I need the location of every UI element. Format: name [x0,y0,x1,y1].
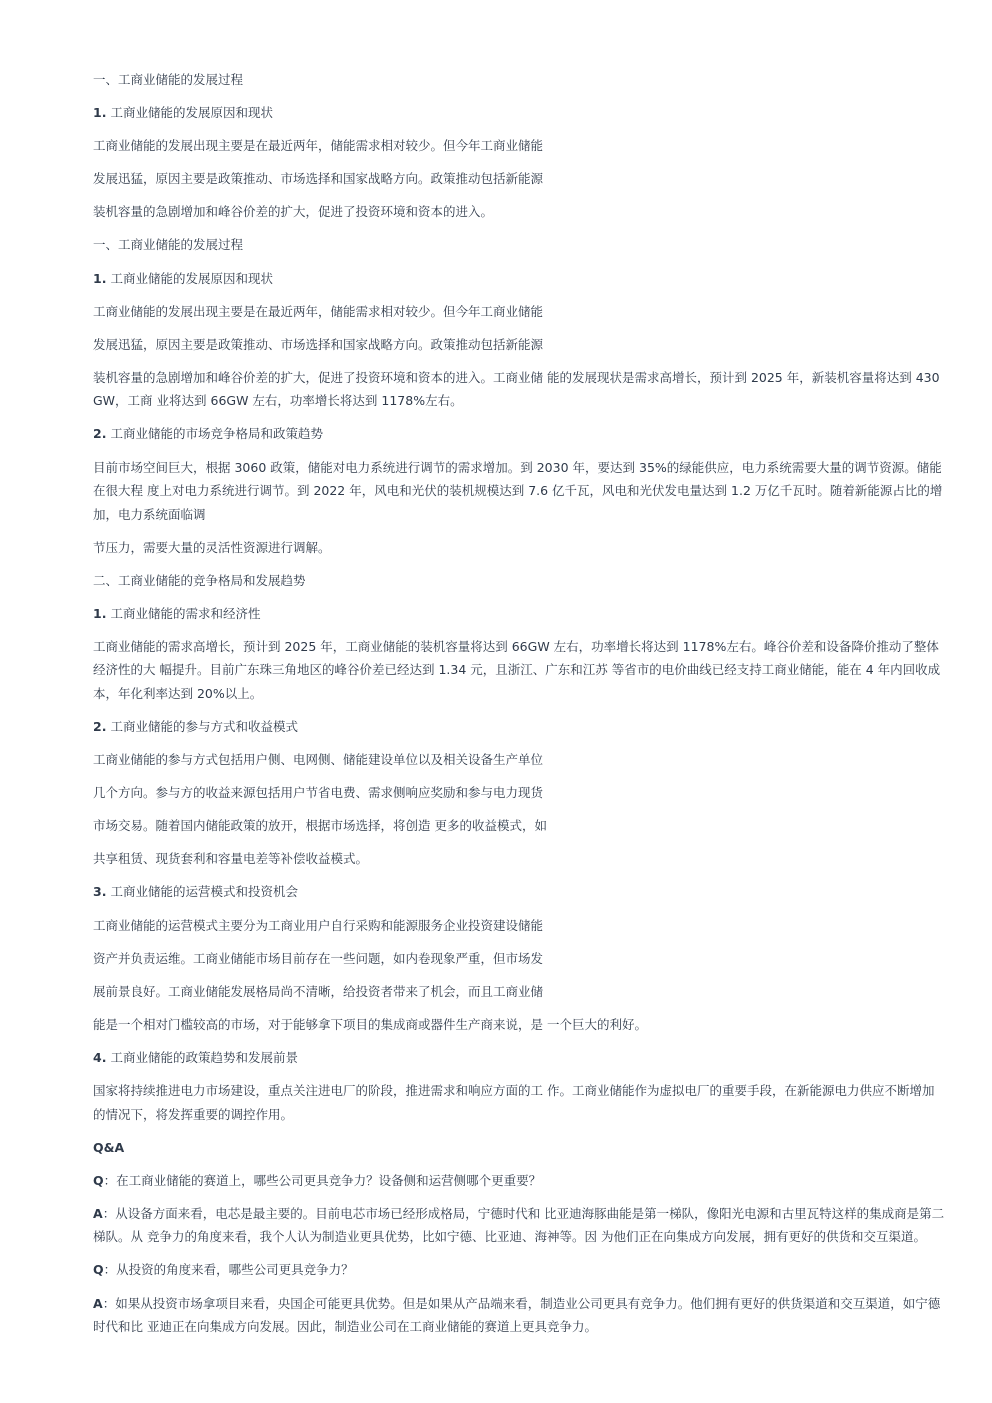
section-title: 工商业储能的发展原因和现状 [110,105,273,121]
section-title: 工商业储能的参与方式和收益模式 [110,719,298,734]
answer-paragraph [93,1202,945,1249]
body-paragraph: 共享租赁、现货套利和容量电差等补偿收益模式。 [93,851,369,867]
section-title: 工商业储能的发展原因和现状 [110,270,273,286]
body-paragraph: 工商业储能的发展出现主要是在最近两年，储能需求相对较少。但今年工商业储能 [93,303,544,319]
section-number: 4. [93,1049,107,1065]
qa-text: ：如果从投资市场拿项目来看，央国企可能更具优势。但是如果从产品端来看，制造业公司更具有竞争力。他们拥有更好的供货渠道和交互渠道，如宁德时代和比 亚迪正在向集成方向发展。因此，制造业公司在工商业储能的赛道上更具竞争力。 [93,1295,941,1334]
body-paragraph: 工商业储能的运营模式主要分为工商业用户自行采购和能源服务企业投资建设储能 [93,917,544,933]
body-paragraph: 工商业储能的需求高增长，预计到 2025 年，工商业储能的装机容量将达到 66GW 左右，功率增长将达到 1178%左右。峰谷价差和设备降价推动了整体经济性的大 幅提升。目前广东珠三角地区的峰谷价差已经达到 1.34 元，且浙江、广东和江苏 等省市的电价曲线已经支持工商业储能，能在 4 年内回收成本，年化利率达到 20%以上。 [93,638,941,701]
section-number: 1. [93,270,107,286]
question-paragraph [93,1169,945,1193]
qa-heading: Q&A [93,1139,125,1155]
section-heading [93,422,613,446]
body-paragraph: 装机容量的急剧增加和峰谷价差的扩大，促进了投资环境和资本的进入。工商业储 能的发展现状是需求高增长，预计到 2025 年，新装机容量将达到 430GW，工商 业将达到 66GW 左右，功率增长将达到 1178%左右。 [93,369,940,409]
section-title: 工商业储能的运营模式和投资机会 [110,884,298,900]
body-paragraph: 节压力，需要大量的灵活性资源进行调解。 [93,539,331,555]
body-paragraph: 一、工商业储能的发展过程 [93,72,244,87]
body-paragraph: 工商业储能的参与方式包括用户侧、电网侧、储能建设单位以及相关设备生产单位 [93,752,544,768]
body-paragraph: 市场交易。随着国内储能政策的放开，根据市场选择，将创造 更多的收益模式，如 [93,818,547,834]
qa-text: ：从投资的角度来看，哪些公司更具竞争力？ [103,1262,354,1278]
section-title: 工商业储能的政策趋势和发展前景 [110,1049,298,1065]
body-paragraph: 国家将持续推进电力市场建设，重点关注进电厂的阶段，推进需求和响应方面的工 作。工商业储能作为虚拟电厂的重要手段，在新能源电力供应不断增加的情况下，将发挥重要的调控作用。 [93,1083,935,1122]
qa-text: ：在工商业储能的赛道上，哪些公司更具竞争力？设备侧和运营侧哪个更重要？ [103,1172,542,1188]
section-heading [93,715,613,739]
body-paragraph: 工商业储能的发展出现主要是在最近两年，储能需求相对较少。但今年工商业储能 [93,138,544,154]
qa-prefix: Q [93,1262,104,1278]
section-heading [93,602,613,626]
section-heading [93,267,613,291]
section-number: 1. [93,105,107,121]
section-number: 1. [93,605,107,621]
qa-prefix: A [93,1205,103,1221]
body-paragraph: 资产并负责运维。工商业储能市场目前存在一些问题，如内卷现象严重，但市场发 [93,950,544,966]
section-heading [93,880,613,904]
body-paragraph: 几个方向。参与方的收益来源包括用户节省电费、需求侧响应奖励和参与电力现货 [93,785,544,801]
body-paragraph: 二、工商业储能的竞争格局和发展趋势 [93,572,306,588]
answer-paragraph [93,1292,945,1339]
section-number: 3. [93,884,107,900]
qa-text: ：从设备方面来看，电芯是最主要的。目前电芯市场已经形成格局，宁德时代和 比亚迪海豚曲能是第一梯队，像阳光电源和古里瓦特这样的集成商是第二梯队。从 竞争力的角度来看，我个人认为制造业更具优势，比如宁德、比亚迪、海神等。因 为他们正在向集成方向发展，拥有更好的供货和交互渠道。 [93,1205,945,1245]
body-paragraph: 发展迅猛，原因主要是政策推动、市场选择和国家战略方向。政策推动包括新能源 [93,171,544,187]
body-paragraph: 一、工商业储能的发展过程 [93,237,244,253]
qa-prefix: Q [93,1172,104,1188]
body-paragraph: 发展迅猛，原因主要是政策推动、市场选择和国家战略方向。政策推动包括新能源 [93,336,544,352]
question-paragraph [93,1258,945,1282]
body-paragraph: 目前市场空间巨大，根据 3060 政策，储能对电力系统进行调节的需求增加。到 2030 年，要达到 35%的绿能供应，电力系统需要大量的调节资源。储能在很大程 度上对电力系统进行调节。到 2022 年，风电和光伏的装机规模达到 7.6 亿千瓦，风电和光伏发电量达到 1.2 万亿千瓦时。随着新能源占比的增加，电力系统面临调 [93,459,943,522]
section-number: 2. [93,426,107,442]
section-title: 工商业储能的需求和经济性 [110,605,261,621]
body-paragraph: 能是一个相对门槛较高的市场，对于能够拿下项目的集成商或器件生产商来说，是 一个巨大的利好。 [93,1016,647,1032]
section-number: 2. [93,719,107,734]
qa-prefix: A [93,1295,103,1311]
body-paragraph: 展前景良好。工商业储能发展格局尚不清晰，给投资者带来了机会，而且工商业储 [93,983,544,999]
body-paragraph: 装机容量的急剧增加和峰谷价差的扩大，促进了投资环境和资本的进入。 [93,204,494,220]
document-page [93,68,945,1348]
section-heading [93,101,613,125]
section-title: 工商业储能的市场竞争格局和政策趋势 [110,426,323,442]
section-heading [93,1046,613,1070]
